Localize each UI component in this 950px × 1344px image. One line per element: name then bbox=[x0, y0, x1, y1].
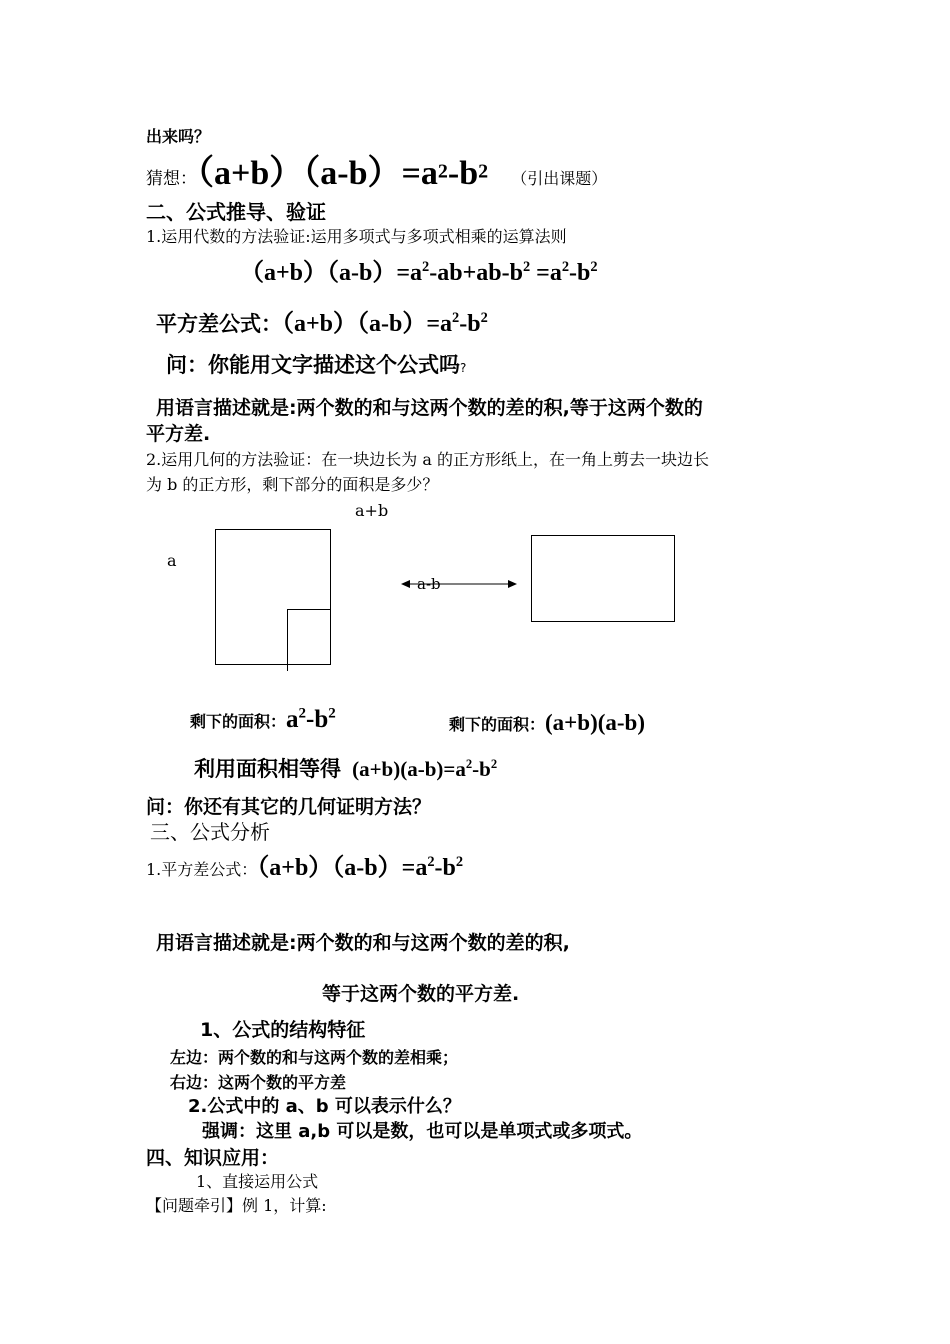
guess-note: （引出课题） bbox=[511, 169, 608, 188]
intro-text: 出来吗？ bbox=[146, 127, 211, 146]
section3-title: 三、公式分析 bbox=[150, 820, 270, 844]
emphasis-text: 强调：这里 a,b 可以是数，也可以是单项式或多项式。 bbox=[202, 1121, 643, 1142]
formula-label: 平方差公式： bbox=[156, 312, 282, 336]
big-square-shape bbox=[216, 530, 331, 665]
rectangle-shape bbox=[532, 536, 675, 622]
verbal1-line2: 平方差. bbox=[146, 423, 211, 445]
apply1-text: 1、直接运用公式 bbox=[196, 1172, 319, 1191]
guess-sup-2: 2 bbox=[478, 160, 489, 183]
section4-title: 四、知识应用： bbox=[146, 1147, 280, 1169]
structure-right: 右边：这两个数的平方差 bbox=[170, 1073, 347, 1092]
label-a-minus-b: a-b bbox=[417, 575, 441, 593]
guess-label: 猜想： bbox=[146, 169, 197, 189]
remaining-right: 剩下的面积：(a+b)(a-b) bbox=[449, 710, 646, 735]
example-text: 【问题牵引】例 1，计算: bbox=[146, 1196, 327, 1215]
method2-line2: 为 b 的正方形，剩下部分的面积是多少？ bbox=[146, 475, 439, 494]
cut-square-shape bbox=[288, 610, 331, 665]
question2: 问：你还有其它的几何证明方法？ bbox=[146, 796, 432, 818]
method2-line1: 2.运用几何的方法验证：在一块边长为 a 的正方形纸上，在一角上剪去一块边长 bbox=[146, 450, 709, 469]
structure-left: 左边：两个数的和与这两个数的差相乘； bbox=[170, 1048, 459, 1067]
verbal1-line1: 用语言描述就是:两个数的和与这两个数的差的积,等于这两个数的 bbox=[156, 397, 703, 419]
guess-formula-part2: -b bbox=[447, 155, 479, 192]
question1: 问：你能用文字描述这个公式吗? bbox=[166, 353, 467, 377]
verbal2-line1: 用语言描述就是:两个数的和与这两个数的差的积, bbox=[156, 932, 570, 954]
label-a: a bbox=[167, 551, 177, 570]
verbal2-line2: 等于这两个数的平方差. bbox=[322, 983, 520, 1005]
arrow-right-head-icon bbox=[508, 580, 517, 588]
structure-title: 1、公式的结构特征 bbox=[200, 1019, 366, 1041]
question-ab: 2.公式中的 a、b 可以表示什么？ bbox=[188, 1096, 461, 1117]
arrow-left-head-icon bbox=[401, 580, 410, 588]
remaining-left: 剩下的面积：$a^2-b^2$ bbox=[190, 705, 336, 733]
formula2-line: 1.平方差公式：$(a+b)(a-b)=a^2-b^2$ bbox=[146, 854, 464, 881]
equal-area-line: 利用面积相等得 $(a+b)(a-b)=a^2-b^2$ bbox=[194, 757, 498, 781]
formula-expression: $(a+b)(a-b)=a^2-b^2$ bbox=[282, 310, 488, 337]
derivation-formula: $(a+b)(a-b)=a^2-ab+ab-b^2 =a^2-b^2$ bbox=[240, 259, 598, 286]
section2-title: 二、公式推导、验证 bbox=[146, 200, 326, 224]
guess-formula-part1: （a+b）（a-b）=a bbox=[197, 155, 438, 192]
label-a-plus-b: a+b bbox=[355, 501, 389, 520]
method1-text: 1.运用代数的方法验证:运用多项式与多项式相乘的运算法则 bbox=[146, 227, 567, 246]
guess-sup-1: 2 bbox=[437, 160, 448, 183]
